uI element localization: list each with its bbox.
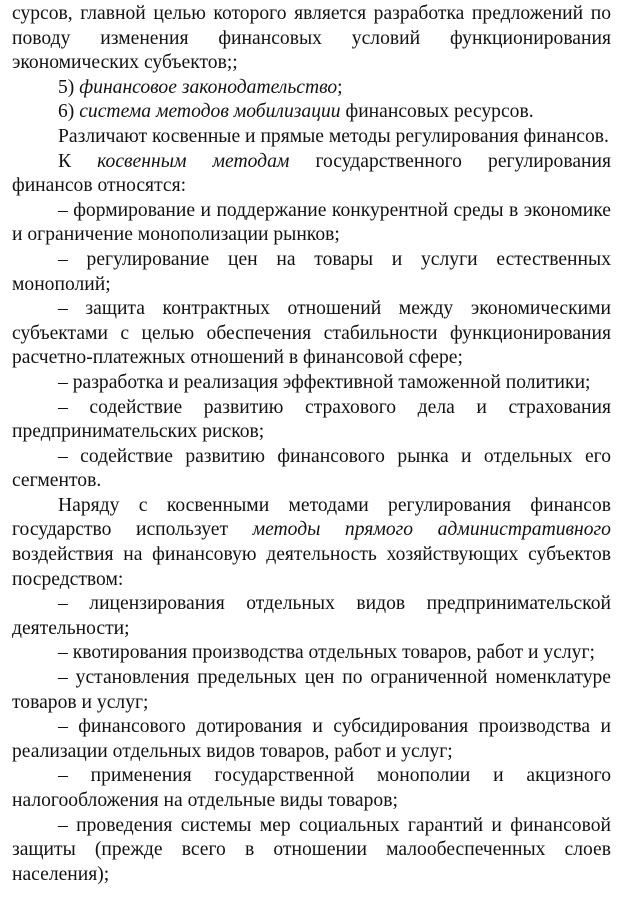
- italic-term: система методов мобилизации: [79, 101, 341, 123]
- text-run: – лицензирования отдельных видов предпринимательской деятельности;: [12, 593, 611, 639]
- paragraph: [12, 2, 611, 76]
- text-run: государственного регулирования финансов относятся:: [12, 150, 612, 197]
- paragraph: [12, 248, 611, 297]
- text-run: – разработка и реализация эффективной таможенной политики;: [58, 371, 591, 393]
- paragraph: [12, 715, 611, 764]
- text-run: воздействия на финансовую деятельность хозяйствующих субъектов посредством:: [12, 544, 611, 590]
- text-run: Наряду с косвенными методами регулирования финансов государство использует: [12, 494, 611, 541]
- text-run: К: [58, 150, 98, 172]
- text-run: ;: [337, 76, 343, 98]
- paragraph: [12, 150, 611, 199]
- paragraph: [12, 641, 611, 666]
- text-run: 5): [58, 76, 80, 98]
- text-run: финансовых ресурсов.: [340, 101, 534, 123]
- text-run: – регулирование цен на товары и услуги естественных монополий;: [12, 248, 611, 295]
- italic-term: косвенным методам: [97, 150, 290, 172]
- text-run: – содействие развитию страхового дела и страхования предпринимательских рисков;: [12, 396, 611, 443]
- paragraph: [12, 666, 611, 715]
- paragraph: [12, 125, 611, 150]
- paragraph: [12, 396, 611, 445]
- paragraph: [12, 371, 611, 396]
- text-run: – защита контрактных отношений между экономическими субъектами с целью обеспечения стабильности функционирования расчетно-платежных отношений в финансовой сфере;: [12, 298, 611, 369]
- text-run: 6): [58, 101, 80, 123]
- text-run: – установления предельных цен по ограниченной номенклатуре товаров и услуг;: [12, 667, 611, 713]
- text-run: – применения государственной монополии и акцизного налогообложения на отдельные виды товаров;: [12, 765, 611, 811]
- text-run: – финансового дотирования и субсидирования производства и реализации отдельных видов товаров, работ и услуг;: [12, 716, 611, 762]
- paragraph: [12, 76, 611, 101]
- paragraph: [12, 764, 611, 813]
- paragraph: [12, 592, 611, 641]
- paragraph: [12, 100, 611, 125]
- paragraph: [12, 814, 611, 888]
- text-run: – проведения системы мер социальных гарантий и финансовой защиты (прежде всего в отношении малообеспеченных слоев населения);: [12, 814, 611, 885]
- italic-term: методы прямого административного: [252, 519, 611, 541]
- text-run: – квотирования производства отдельных товаров, работ и услуг;: [58, 642, 595, 664]
- paragraph: [12, 494, 611, 592]
- paragraph: [12, 199, 611, 248]
- text-run: – формирование и поддержание конкурентной среды в экономике и ограничение монополизации рынков;: [12, 199, 611, 246]
- text-run: Различают косвенные и прямые методы регулирования финансов.: [58, 125, 609, 147]
- paragraph: [12, 445, 611, 494]
- italic-term: финансовое законодательство: [79, 76, 338, 98]
- paragraph: [12, 297, 611, 371]
- text-run: – содействие развитию финансового рынка и отдельных его сегментов.: [12, 445, 611, 492]
- text-run: сурсов, главной целью которого является разработка предложений по поводу изменения финансовых условий функционирования экономических субъектов;;: [12, 3, 611, 74]
